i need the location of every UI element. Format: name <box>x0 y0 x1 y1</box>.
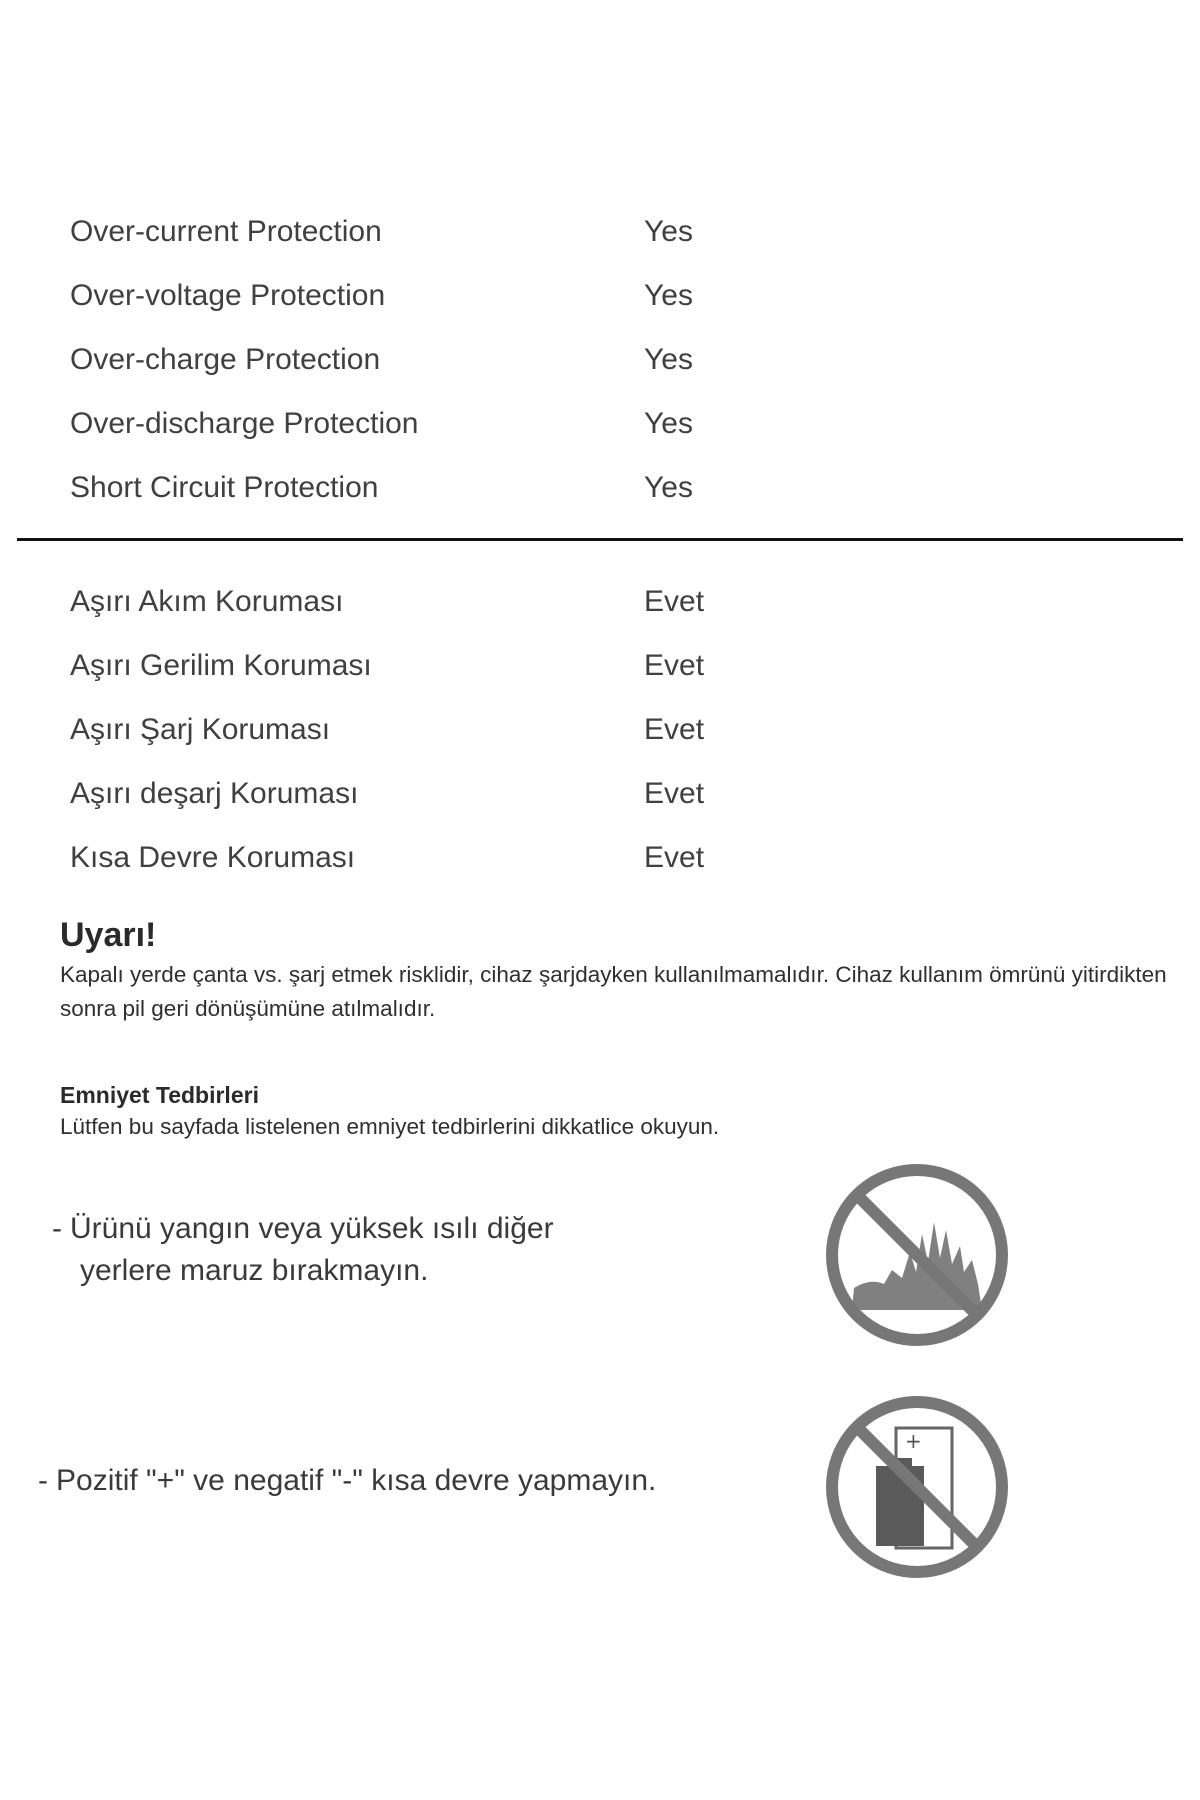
bullet-dash: - <box>52 1212 62 1245</box>
spec-label: Aşırı deşarj Koruması <box>70 777 359 810</box>
spec-label: Over-current Protection <box>70 215 382 248</box>
spec-label: Aşırı Şarj Koruması <box>70 713 331 746</box>
spec-label: Over-charge Protection <box>70 343 381 376</box>
spec-label: Over-voltage Protection <box>70 279 386 312</box>
precaution-fire <box>52 1208 652 1292</box>
precaution-fire-line2: yerlere maruz bırakmayın. <box>80 1254 429 1287</box>
spec-label: Over-discharge Protection <box>70 407 419 440</box>
spec-row <box>70 404 770 468</box>
bullet-dash: - <box>38 1464 48 1497</box>
spec-label: Short Circuit Protection <box>70 471 379 504</box>
no-fire-icon <box>822 1160 1012 1350</box>
warning-title: Uyarı! <box>60 916 157 954</box>
safety-title: Emniyet Tedbirleri <box>60 1082 259 1108</box>
spec-label: Aşırı Akım Koruması <box>70 585 344 618</box>
spec-value: Yes <box>644 279 693 312</box>
spec-value: Evet <box>644 841 705 874</box>
spec-value: Evet <box>644 649 705 682</box>
no-short-circuit-icon <box>822 1392 1012 1582</box>
precaution-short-circuit-text: Pozitif "+" ve negatif "-" kısa devre yapmayın. <box>56 1464 657 1497</box>
spec-row <box>70 468 770 532</box>
spec-row <box>70 276 770 340</box>
warning-text: Kapalı yerde çanta vs. şarj etmek risklidir, cihaz şarjdayken kullanılmamalıdır. Cihaz kullanım ömrünü yitirdikten sonra pil geri dönüşümüne atılmalıdır. <box>60 962 1167 1021</box>
spec-label: Kısa Devre Koruması <box>70 841 356 874</box>
spec-value: Evet <box>644 585 705 618</box>
spec-label: Aşırı Gerilim Koruması <box>70 649 372 682</box>
precaution-short-circuit <box>38 1460 738 1502</box>
spec-value: Yes <box>644 407 693 440</box>
spec-row <box>70 340 770 404</box>
spec-row <box>70 838 770 902</box>
spec-table-english <box>70 212 770 532</box>
section-divider <box>17 538 1183 541</box>
spec-row <box>70 710 770 774</box>
spec-row <box>70 212 770 276</box>
spec-row <box>70 582 770 646</box>
spec-row <box>70 774 770 838</box>
spec-table-turkish <box>70 582 770 902</box>
battery-plus-sign: + <box>905 1429 922 1453</box>
precaution-fire-line1: Ürünü yangın veya yüksek ısılı diğer <box>70 1212 554 1245</box>
spec-row <box>70 646 770 710</box>
spec-value: Evet <box>644 713 705 746</box>
spec-value: Yes <box>644 215 693 248</box>
spec-value: Yes <box>644 343 693 376</box>
spec-value: Yes <box>644 471 693 504</box>
spec-value: Evet <box>644 777 705 810</box>
safety-intro: Lütfen bu sayfada listelenen emniyet tedbirlerini dikkatlice okuyun. <box>60 1114 720 1139</box>
